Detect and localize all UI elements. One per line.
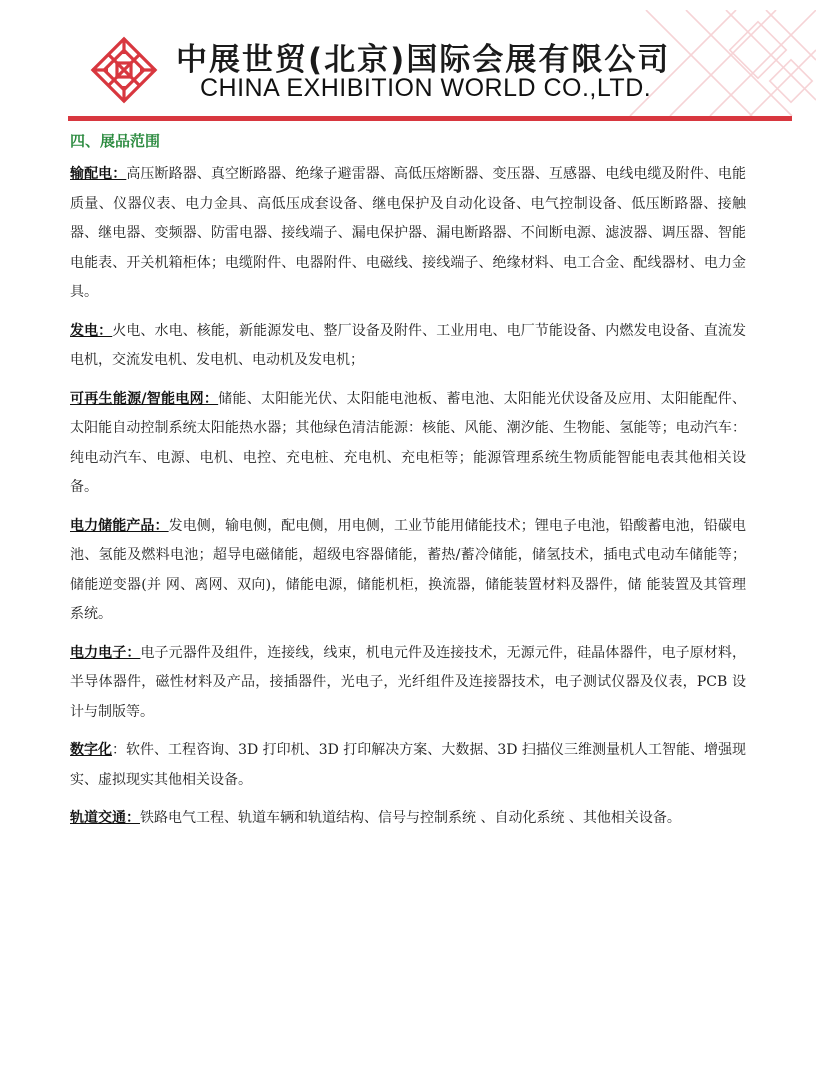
decorative-lattice-pattern — [626, 10, 816, 116]
category-renewable-smart-grid — [70, 385, 746, 503]
category-rail-transit — [70, 804, 746, 834]
exhibit-scope-content — [70, 160, 746, 843]
category-label: 电力电子： — [70, 644, 141, 661]
category-items: ：软件、工程咨询、3D 打印机、3D 打印解决方案、大数据、3D 扫描仪三维测量机人工智能、增强现实、虚拟现实其他相关设备。 — [70, 742, 747, 788]
category-items: 高压断路器、真空断路器、绝缘子避雷器、高低压熔断器、变压器、互感器、电线电缆及附件、电能质量、仪器仪表、电力金具、高低压成套设备、继电保护及自动化设备、电气控制设备、低压断路器、接触器、继电器、变频器、防雷电器、接线端子、漏电保护器、漏电断路器、不间断电源、滤波器、调压器、智能电能表、开关机箱柜体；电缆附件、电器附件、电磁线、接线端子、绝缘材料、电工合金、配线器材、电力金具。 — [70, 166, 747, 300]
category-power-electronics — [70, 639, 746, 728]
category-label: 可再生能源/智能电网： — [70, 390, 219, 407]
category-items: 发电侧，输电侧，配电侧，用电侧，工业节能用储能技术；锂电子电池，铅酸蓄电池，铅碳电池、氢能及燃料电池；超导电磁储能，超级电容器储能，蓄热/蓄冷储能，储氢技术，插电式电动车储能等；储能逆变器(并 网、离网、双向)，储能电源，储能机柜，换流器，储能装置材料及器件，储 能装置及其管理系统。 — [70, 517, 747, 622]
category-power-generation — [70, 317, 746, 376]
category-label: 输配电： — [70, 166, 127, 182]
category-digitalization — [70, 736, 746, 795]
category-items: 电子元器件及组件，连接线，线束，机电元件及连接技术，无源元件，硅晶体器件，电子原材料，半导体器件，磁性材料及产品，接插器件，光电子，光纤组件及连接器技术，电子测试仪器及仪表，PCB 设计与制版等。 — [70, 644, 747, 720]
category-items: 储能、太阳能光伏、太阳能电池板、蓄电池、太阳能光伏设备及应用、太阳能配件、太阳能自动控制系统太阳能热水器；其他绿色清洁能源：核能、风能、潮汐能、生物能、氢能等；电动汽车：纯电动汽车、电源、电机、电控、充电桩、充电机、充电柜等；能源管理系统生物质能智能电表其他相关设备。 — [70, 390, 747, 495]
category-label: 轨道交通： — [70, 810, 140, 826]
header-divider — [68, 116, 792, 121]
category-label: 数字化 — [70, 742, 113, 758]
section-heading: 四、展品范围 — [70, 132, 161, 150]
category-label: 电力储能产品： — [70, 517, 169, 534]
category-items: 铁路电气工程、轨道车辆和轨道结构、信号与控制系统 、自动化系统 、其他相关设备。 — [140, 810, 681, 826]
category-energy-storage — [70, 512, 746, 630]
company-name-chinese: 中展世贸(北京)国际会展有限公司 — [176, 42, 671, 78]
category-items: 火电、水电、核能，新能源发电、整厂设备及附件、工业用电、电厂节能设备、内燃发电设备、直流发电机，交流发电机、发电机、电动机及发电机； — [70, 322, 747, 368]
company-name-english: CHINA EXHIBITION WORLD CO.,LTD. — [200, 74, 652, 102]
category-label: 发电： — [70, 322, 113, 339]
red-knot-diamond-logo — [88, 34, 160, 106]
letterhead — [0, 0, 816, 124]
category-power-distribution — [70, 160, 746, 308]
